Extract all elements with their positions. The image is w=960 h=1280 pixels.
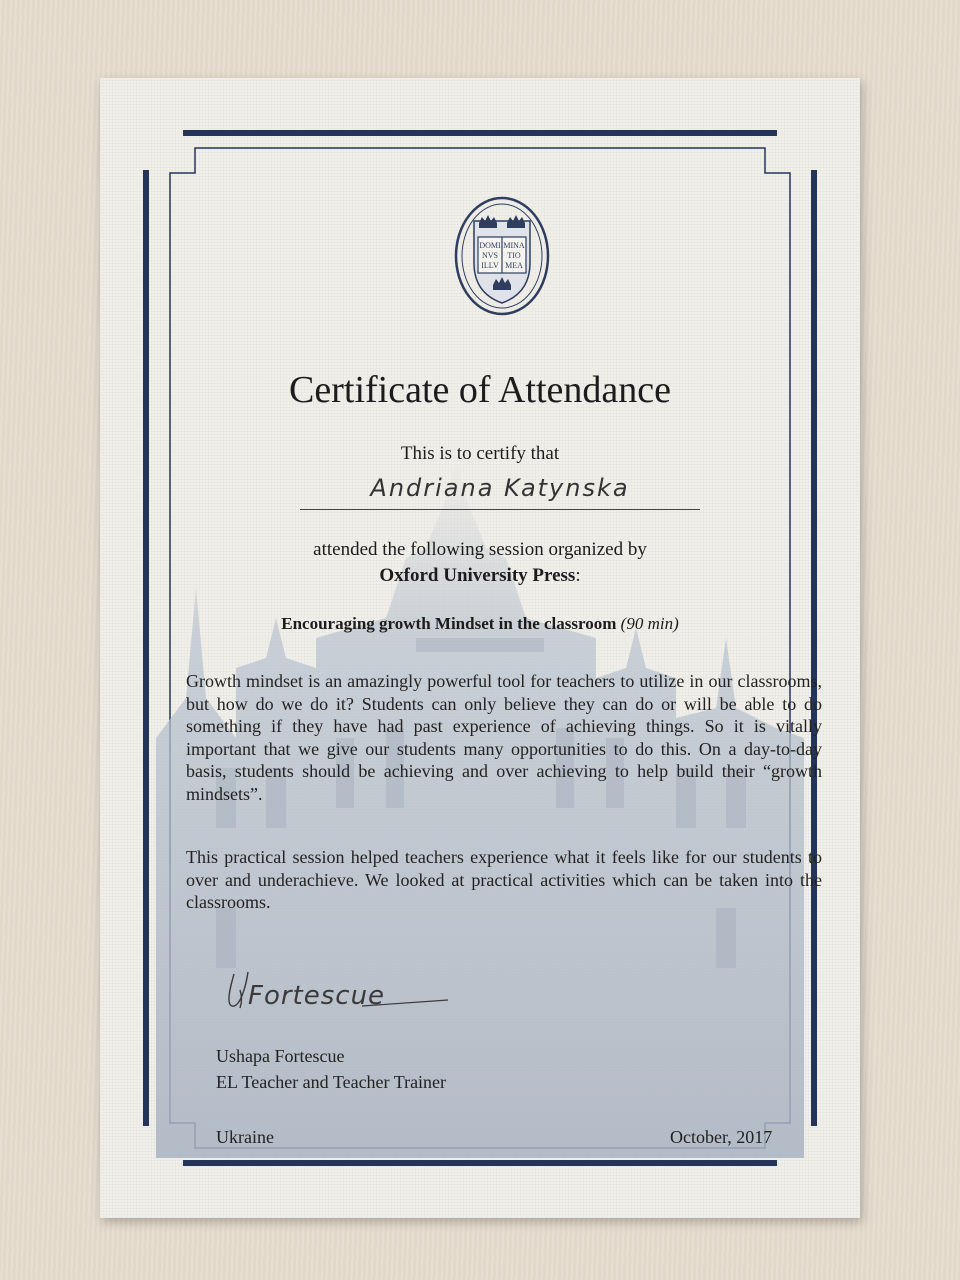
session-duration: (90 min) xyxy=(620,614,679,633)
certificate-paper xyxy=(100,78,860,1218)
seal-text-left-1: DOMI xyxy=(479,241,501,250)
seal-text-left-3: ILLV xyxy=(481,261,499,270)
handwritten-signature xyxy=(212,966,452,1020)
recipient-name: Andriana Katynska xyxy=(370,474,630,502)
description-paragraph-1: Growth mindset is an amazingly powerful tool for teachers to utilize in our classrooms, but how do we do it? Students can only believe they can do or will be able to do something if they have had past experience of achieving things. So it is vitally important that we give our students many opportunities to do this. On a day-to-day basis, students should be achieving and over achieving to help build their “growth mindsets”. xyxy=(186,671,822,804)
seal-text-right-2: TIO xyxy=(507,251,521,260)
certificate-title: Certificate of Attendance xyxy=(289,369,671,411)
organizer-line xyxy=(100,565,860,587)
seal-text-right-3: MEA xyxy=(505,261,523,270)
organizer-name: Oxford University Press xyxy=(379,565,576,586)
session-line xyxy=(100,614,860,634)
signatory-role: EL Teacher and Teacher Trainer xyxy=(216,1072,447,1092)
seal-text-right-1: MINA xyxy=(503,241,525,250)
session-title: Encouraging growth Mindset in the classroom xyxy=(281,614,617,633)
certify-line: This is to certify that xyxy=(400,443,560,464)
name-underline xyxy=(300,509,700,510)
svg-text:Fortescue: Fortescue xyxy=(248,981,386,1011)
location: Ukraine xyxy=(216,1127,274,1147)
oxford-seal-logo xyxy=(452,193,552,319)
attended-line: attended the following session organized by xyxy=(313,539,647,560)
description-paragraph-2: This practical session helped teachers experience what it feels like for our students to over and underachieve. We looked at practical activities which can be taken into the classrooms. xyxy=(186,847,822,912)
date: October, 2017 xyxy=(670,1127,773,1147)
seal-text-left-2: NVS xyxy=(481,251,499,260)
signatory-name: Ushapa Fortescue xyxy=(216,1046,345,1066)
organizer-colon: : xyxy=(575,565,581,586)
